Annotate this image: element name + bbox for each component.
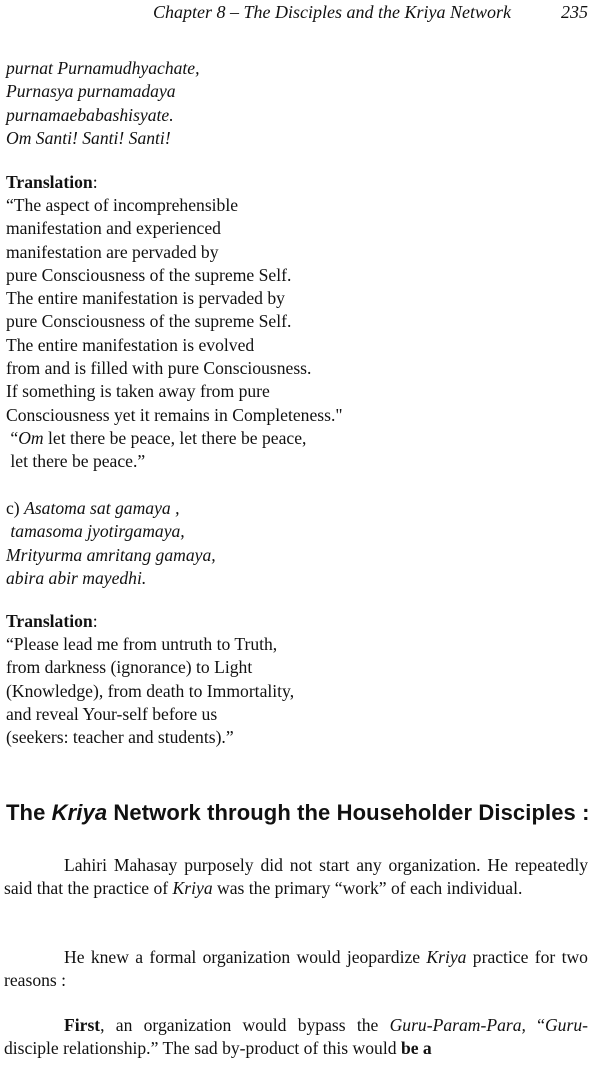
translation-2 (6, 633, 294, 749)
running-header (0, 2, 600, 26)
translation-line: pure Consciousness of the supreme Self. (6, 311, 292, 332)
page-number: 235 (561, 2, 588, 22)
para-text: He knew a formal organization would jeopardize (64, 947, 427, 967)
translation-colon: : (92, 611, 98, 631)
sanskrit-verse-2 (6, 497, 216, 590)
kriya-word: Kriya (426, 947, 467, 967)
open-quote: “ (10, 427, 19, 448)
verse-line: purnamaebabashisyate. (6, 104, 174, 125)
heading-kriya: Kriya (51, 800, 108, 825)
para-indent (4, 855, 64, 875)
guru-param-para: Guru-Param-Para, (389, 1015, 526, 1035)
heading-part: The (6, 800, 52, 825)
para-text: practice for two reasons : (4, 947, 588, 991)
verse-text: tamasoma jyotirgamaya, (10, 521, 185, 542)
para-text: Lahiri Mahasay purposely did not start any organization. He repeatedly said that the practice of (4, 855, 588, 899)
para-text: was the primary “work” of each individual. (212, 878, 523, 899)
peace-line-1 (6, 427, 343, 450)
translation-line: “The aspect of incomprehensible (6, 195, 239, 215)
verse-line: abira abir mayedhi. (6, 567, 147, 588)
paragraph-1 (4, 854, 588, 901)
verse-line (6, 520, 216, 543)
first-word: First (64, 1015, 101, 1035)
item-label: c) (6, 498, 20, 518)
verse-line (6, 497, 216, 520)
para-text: “ (525, 1015, 545, 1035)
om-word: Om (18, 427, 44, 448)
paragraph-3 (4, 1014, 588, 1061)
translation-line: If something is taken away from pure (6, 381, 270, 402)
translation-heading-2 (6, 610, 98, 633)
translation-line: manifestation are pervaded by (6, 241, 219, 262)
para-indent (4, 1015, 64, 1035)
translation-line: manifestation and experienced (6, 218, 221, 239)
translation-label: Translation (6, 611, 93, 631)
guru-word: Guru (544, 1015, 583, 1035)
para-indent (4, 947, 64, 967)
translation-line: (seekers: teacher and students).” (6, 727, 234, 748)
translation-line: Consciousness yet it remains in Completeness." (6, 404, 343, 425)
peace-text: let there be peace.” (10, 451, 146, 472)
verse-line: Purnasya purnamadaya (6, 81, 176, 102)
verse-line: Mrityurma amritang gamaya, (6, 544, 216, 565)
translation-line: The entire manifestation is evolved (6, 334, 255, 355)
kriya-word: Kriya (172, 878, 213, 899)
translation-heading-1 (6, 171, 98, 194)
peace-line-2 (6, 450, 343, 473)
paragraph-2 (4, 946, 588, 993)
verse-text: Asatoma sat gamaya , (24, 498, 180, 518)
bold-tail: be a (400, 1038, 432, 1059)
translation-colon: : (92, 172, 98, 192)
translation-line: from and is filled with pure Consciousness. (6, 358, 312, 379)
verse-line: purnat Purnamudhyachate, (6, 58, 200, 78)
heading-part: Network through the Householder Disciples : (107, 800, 590, 825)
chapter-title: Chapter 8 – The Disciples and the Kriya Network (153, 2, 511, 22)
verse-line: Om Santi! Santi! Santi! (6, 127, 171, 148)
peace-text: let there be peace, let there be peace, (43, 427, 307, 448)
translation-label: Translation (6, 172, 93, 192)
translation-line: from darkness (ignorance) to Light (6, 657, 253, 678)
translation-line: “Please lead me from untruth to Truth, (6, 634, 278, 654)
translation-1 (6, 194, 343, 474)
translation-line: The entire manifestation is pervaded by (6, 288, 285, 309)
translation-line: and reveal Your-self before us (6, 703, 218, 724)
para-text: , an organization would bypass the (100, 1015, 390, 1035)
sanskrit-verse-1 (6, 57, 200, 150)
translation-line: (Knowledge), from death to Immortality, (6, 680, 295, 701)
section-heading (6, 800, 590, 826)
translation-line: pure Consciousness of the supreme Self. (6, 264, 292, 285)
para-text: -disciple relationship.” The sad by-product of this would (4, 1015, 588, 1059)
